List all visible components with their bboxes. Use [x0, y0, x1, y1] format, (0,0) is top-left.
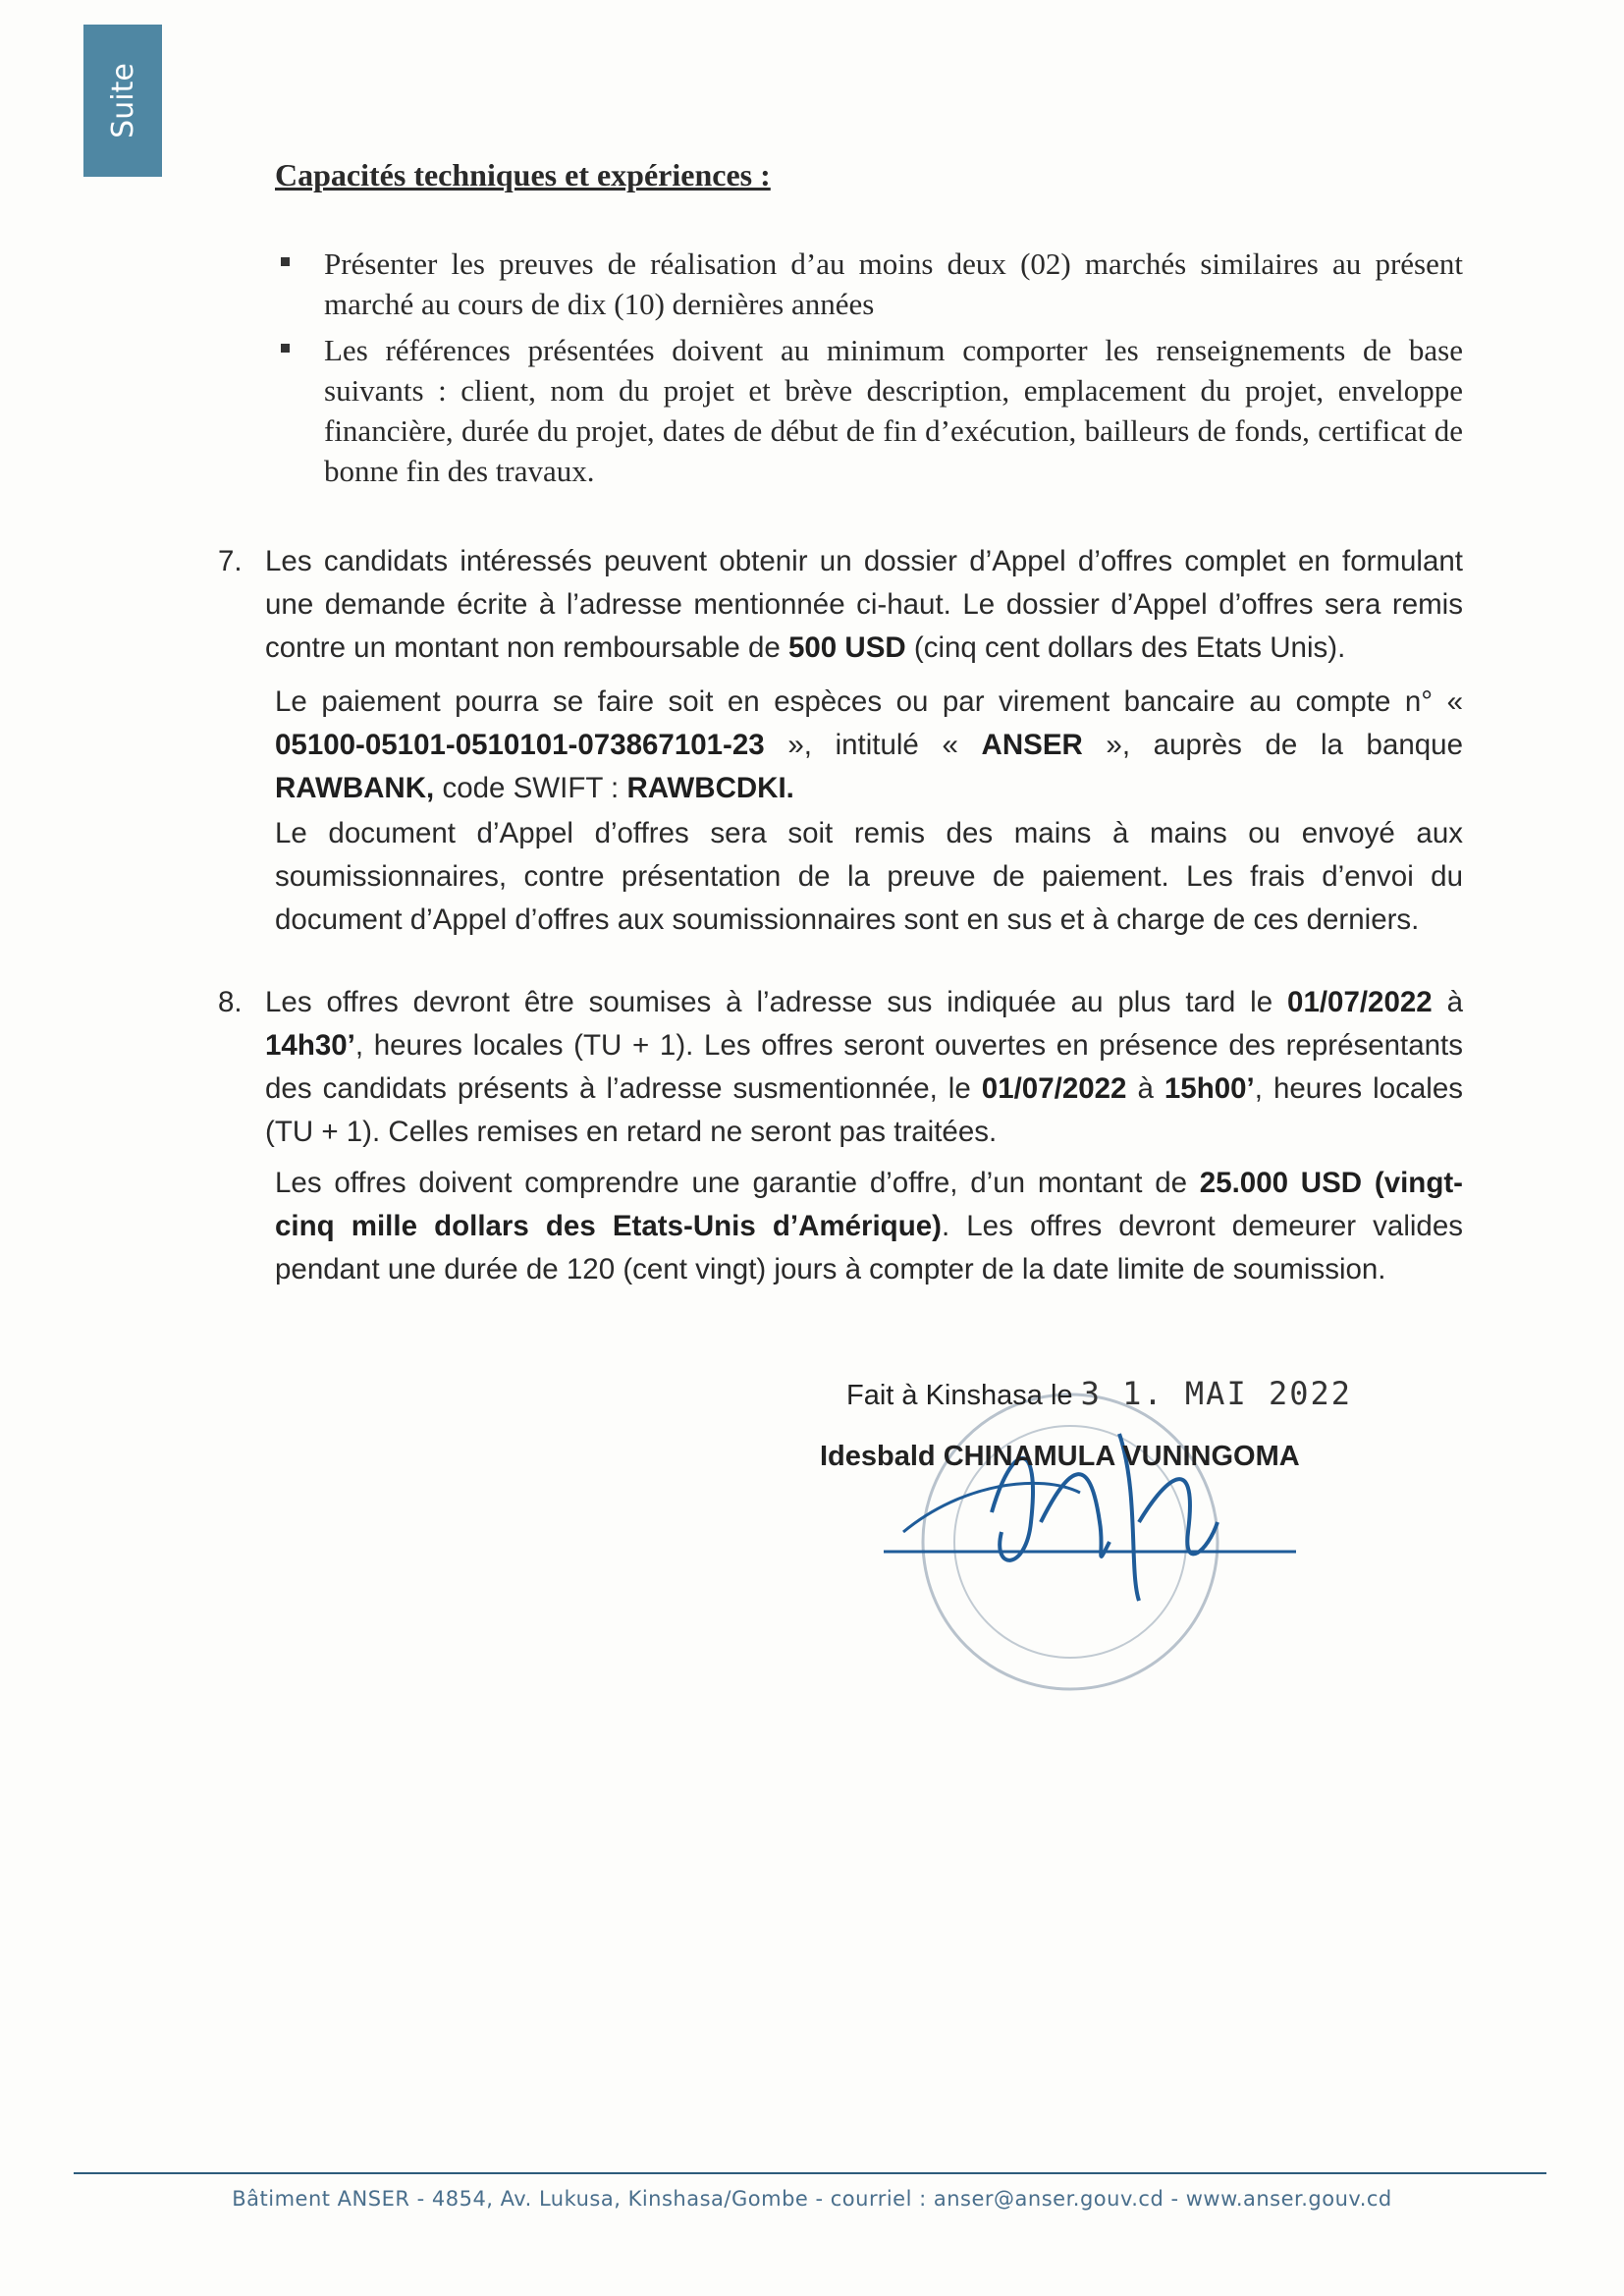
bank-name: RAWBANK, [275, 772, 435, 804]
footer-contact: Bâtiment ANSER - 4854, Av. Lukusa, Kinshasa/Gombe - courriel : anser@anser.gouv.cd - www.anser.gouv.cd [232, 2187, 1392, 2211]
account-number: 05100-05101-0510101-073867101-23 [275, 729, 765, 761]
account-name: ANSER [981, 729, 1083, 761]
list-item: Les références présentées doivent au minimum comporter les renseignements de base suivants : client, nom du projet et brève description, emplacement du projet, enveloppe financière, durée du projet, dates de début de fin d’exécution, bailleurs de fonds, certificat de bonne fin des travaux. [275, 330, 1463, 491]
guarantee-paragraph: Les offres doivent comprendre une garantie d’offre, d’un montant de 25.000 USD (vingt-cinq mille dollars des Etats-Unis d’Amérique). Les offres devront demeurer valides pendant une durée de 120 (cent vingt) jours à compter de la date limite de soumission. [275, 1167, 1463, 1285]
section-heading: Capacités techniques et expériences : [275, 157, 771, 192]
bullet-list [275, 244, 1463, 497]
list-item: Présenter les preuves de réalisation d’au moins deux (02) marchés similaires au présent marché au cours de dix (10) dernières années [275, 244, 1463, 324]
item-7-text: Les candidats intéressés peuvent obtenir un dossier d’Appel d’offres complet en formulant une demande écrite à l’adresse mentionnée ci-haut. Le dossier d’Appel d’offres sera remis contre un montant non remboursable de 500 USD (cinq cent dollars des Etats Unis). [265, 545, 1463, 664]
side-tab-label: Suite [105, 63, 140, 138]
fee-amount: 500 USD [787, 631, 906, 664]
signature-place: Fait à Kinshasa le [846, 1380, 1073, 1411]
footer-divider [74, 2172, 1546, 2174]
signature-date-stamp: 3 1. MAI 2022 [1080, 1375, 1353, 1412]
delivery-paragraph: Le document d’Appel d’offres sera soit remis des mains à mains ou envoyé aux soumissionnaires, contre présentation de la preuve de paiement. Les frais d’envoi du document d’Appel d’offres aux soumissionnaires sont en sus et à charge de ces derniers. [275, 817, 1463, 936]
opening-date: 01/07/2022 [981, 1072, 1127, 1105]
item-number-7: 7. [218, 545, 243, 577]
deadline-date: 01/07/2022 [1287, 986, 1433, 1018]
bullet-icon [281, 344, 290, 353]
swift-code: RAWBCDKI. [626, 772, 794, 804]
item-number-8: 8. [218, 986, 243, 1018]
payment-paragraph: Le paiement pourra se faire soit en espèces ou par virement bancaire au compte n° « 05100-05101-0510101-073867101-23 », intitulé « ANSER », auprès de la banque RAWBANK, code SWIFT : RAWBCDKI. [275, 685, 1463, 804]
side-tab [83, 25, 162, 177]
official-stamp [844, 1375, 1296, 1709]
signatory-name: Idesbald CHINAMULA VUNINGOMA [820, 1441, 1300, 1472]
guarantee-amount: 25.000 USD (vingt-cinq mille dollars des Etats-Unis d’Amérique) [275, 1167, 1463, 1242]
deadline-time: 14h30’ [265, 1029, 355, 1062]
item-8-text: Les offres devront être soumises à l’adresse sus indiquée au plus tard le 01/07/2022 à 14h30’, heures locales (TU + 1). Les offres seront ouvertes en présence des représentants des candidats présents à l’adresse susmentionnée, le 01/07/2022 à 15h00’, heures locales (TU + 1). Celles remises en retard ne seront pas traitées. [265, 986, 1463, 1148]
signature-place-date [846, 1375, 1352, 1412]
opening-time: 15h00’ [1164, 1072, 1255, 1105]
bullet-icon [281, 257, 290, 266]
